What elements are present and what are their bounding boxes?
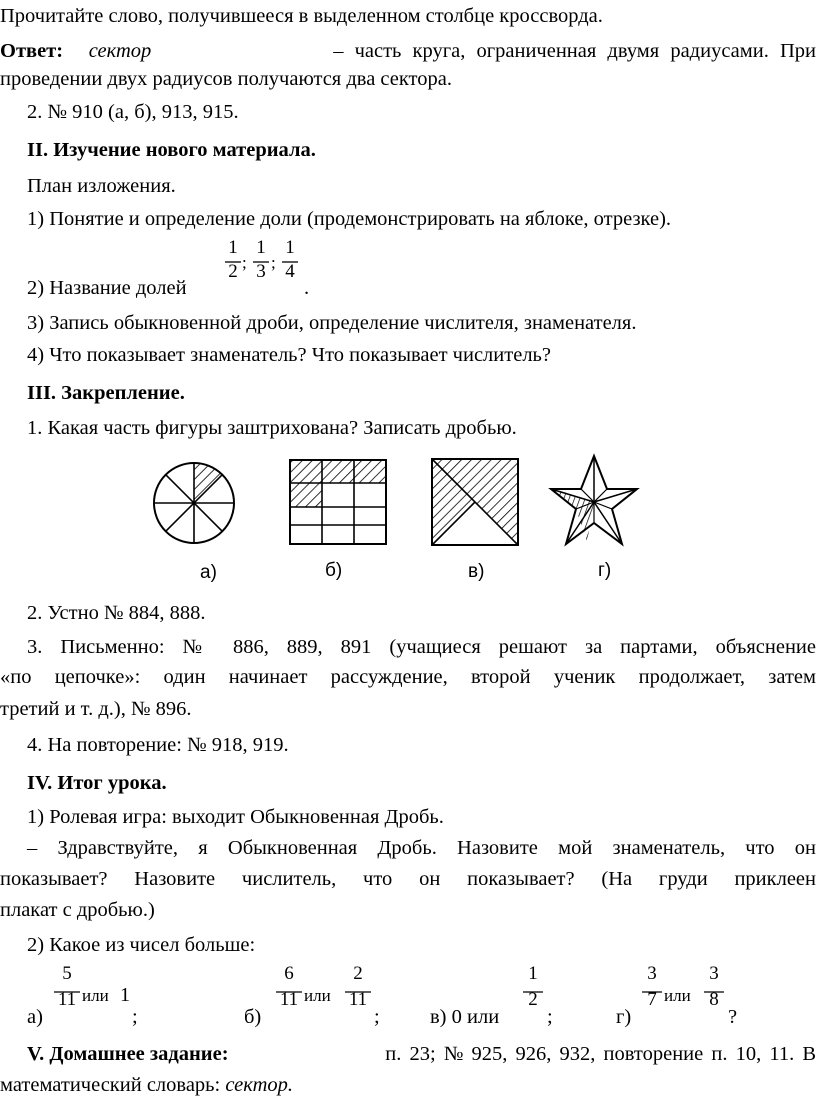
task-3-line-1: 3. Письменно: № 886, 889, 891 (учащиеся решают за партами, объяснение [27,636,816,658]
figure-a-label: а) [200,562,217,583]
section-3-heading: III. Закрепление. [27,382,185,404]
plan-item-2: 2) Название долей [27,277,187,299]
task-1: 1. Какая часть фигуры заштрихована? Записать дробью. [27,417,517,439]
compare-a-number: 1 [120,984,130,1006]
summary-2: 2) Какое из чисел больше: [27,934,256,956]
compare-b-or: или [304,986,331,1005]
task-4: 4. На повторение: № 918, 919. [27,734,289,756]
answer-rest-1: – часть круга, ограниченная двумя радиусами. При [333,40,816,62]
compare-a-end: ; [132,1006,138,1028]
compare-a-label: а) [27,1006,43,1028]
plan2-end: . [304,277,310,299]
compare-d-end: ? [728,1006,738,1028]
compare-b-label: б) [244,1006,262,1028]
section-4-heading: IV. Итог урока. [27,772,167,794]
compare-d-fraction-1: 3 7 [647,963,657,1010]
fraction-1-3: 1 3 [256,237,266,282]
homework-line-2 [0,1073,816,1097]
figure-b-label: б) [325,560,343,581]
summary-1b-line-2: показывает? Назовите числитель, что он показывает? (На груди приклеен [0,868,816,890]
sep-2: ; [271,253,276,272]
task-3-line-2: «по цепочке»: один начинает рассуждение, второй ученик продолжает, затем [0,666,816,688]
summary-1b-line-1: – Здравствуйте, я Обыкновенная Дробь. Назовите мой знаменатель, что он [27,837,816,859]
fraction-1-2: 1 2 [228,237,238,282]
answer-term: сектор [88,40,152,62]
task-3-line-3: третий и т. д.), № 896. [0,698,192,720]
compare-b-end: ; [374,1006,380,1028]
compare-d-label: г) [616,1006,632,1028]
compare-d-or: или [664,986,691,1005]
homework-line-1 [27,1042,816,1066]
task-2: 2. Устно № 884, 888. [27,602,206,624]
plan-item-1: 1) Понятие и определение доли (продемонстрировать на яблоке, отрезке). [27,208,672,230]
plan-heading: План изложения. [27,175,176,197]
item-2: 2. № 910 (а, б), 913, 915. [27,101,239,123]
homework-text-1: п. 23; № 925, 926, 932, повторение п. 10, 11. В [385,1043,816,1065]
compare-b-fraction-1: 6 11 [279,963,299,1010]
homework-term: сектор. [225,1074,294,1096]
intro-text: Прочитайте слово, получившееся в выделенном столбце кроссворда. [0,5,603,27]
summary-1: 1) Ролевая игра: выходит Обыкновенная Дробь. [27,806,444,828]
section-2-heading: II. Изучение нового материала. [27,139,316,161]
homework-heading: V. Домашнее задание: [27,1043,229,1065]
compare-c-end: ; [547,1006,553,1028]
sep-1: ; [242,253,247,272]
fraction-1-4: 1 4 [285,237,295,282]
plan-item-3: 3) Запись обыкновенной дроби, определение числителя, знаменателя. [27,312,637,334]
compare-c-label: в) 0 или [430,1006,500,1028]
compare-a-fraction: 5 11 [57,963,77,1010]
figure-d-label: г) [598,560,612,581]
compare-b-fraction-2: 2 11 [348,963,368,1010]
summary-1b-line-3: плакат с дробью.) [0,899,155,921]
compare-a-or: или [82,986,109,1005]
compare-d-fraction-2: 3 8 [709,963,719,1010]
figure-c-label: в) [468,561,485,582]
compare-c-fraction: 1 2 [528,963,538,1010]
answer-label: Ответ: [0,40,64,62]
plan-item-4: 4) Что показывает знаменатель? Что показывает числитель? [27,344,551,366]
answer-line-2: проведении двух радиусов получаются два сектора. [0,68,452,90]
homework-text-2: математический словарь: [0,1074,221,1096]
